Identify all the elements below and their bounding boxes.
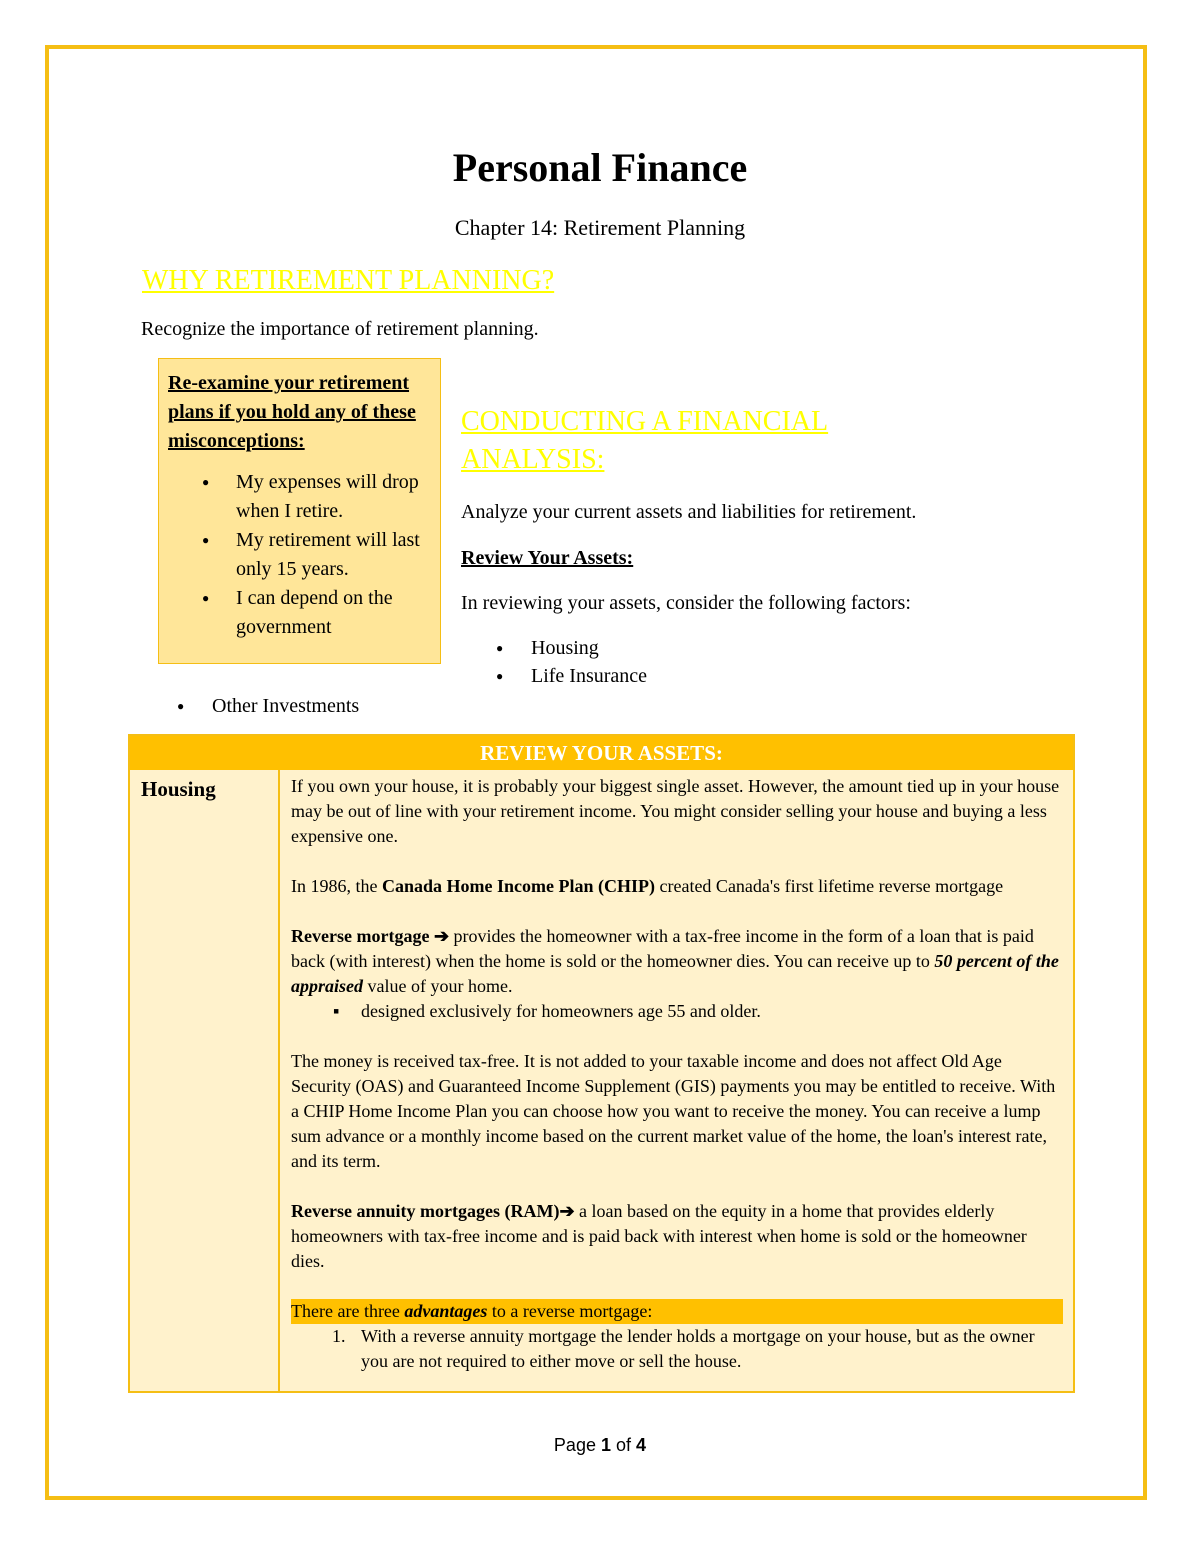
reverse-mortgage-bullets: [291, 999, 1063, 1024]
review-assets-table: [128, 734, 1075, 1393]
ram-definition: a loan based on the equity in a home that provides elderly homeowners with tax-free income and is paid back with interest when home is sold or the homeowner dies.: [291, 1201, 1027, 1271]
advantages-list: [291, 1324, 1063, 1374]
table-header: REVIEW YOUR ASSETS:: [130, 736, 1073, 770]
ram-paragraph: [291, 1199, 1063, 1274]
list-item: ● My expenses will drop when I retire.: [236, 468, 432, 526]
list-number: 1.: [332, 1326, 346, 1346]
advantages-suffix: to a reverse mortgage:: [487, 1301, 653, 1321]
ram-term: Reverse annuity mortgages (RAM): [291, 1201, 560, 1221]
analyze-intro-text: Analyze your current assets and liabilities for retirement.: [461, 501, 917, 523]
callout-title: Re-examine your retirement plans if you hold any of these misconceptions:: [168, 372, 416, 452]
list-item: [332, 1324, 1063, 1374]
list-item: ▪ designed exclusively for homeowners age 55 and older.: [361, 999, 1063, 1024]
asset-factors-list: [531, 634, 647, 690]
chip-prefix: In 1986, the: [291, 876, 382, 896]
conducting-analysis-heading: CONDUCTING A FINANCIAL ANALYSIS:: [461, 406, 829, 475]
list-item: ● My retirement will last only 15 years.: [236, 526, 432, 584]
review-assets-subheading: Review Your Assets:: [461, 547, 634, 569]
total-pages-number: 4: [636, 1435, 647, 1455]
page-word: Page: [553, 1435, 596, 1455]
misconceptions-list: [168, 468, 432, 642]
misconceptions-callout: [158, 358, 441, 664]
page-footer: [0, 1432, 1200, 1458]
chip-name: Canada Home Income Plan (CHIP): [381, 876, 655, 896]
other-factors-list: [212, 692, 359, 720]
why-intro-text: Recognize the importance of retirement planning.: [141, 318, 539, 340]
arrow-icon: ➔: [559, 1201, 575, 1221]
list-item: ● I can depend on the government: [236, 584, 432, 642]
chip-suffix: created Canada's first lifetime reverse mortgage: [654, 876, 1004, 896]
tax-free-paragraph: The money is received tax-free. It is not added to your taxable income and does not affect Old Age Security (OAS) and Guaranteed Income Supplement (GIS) payments you may be entitled to receive. With a CHIP Home Income Plan you can choose how you want to receive the money. You can receive a lump sum advance or a monthly income based on the current market value of the home, the loan's interest rate, and its term.: [291, 1051, 1056, 1171]
list-item: ● Life Insurance: [531, 662, 647, 690]
row-label-housing: Housing: [130, 770, 280, 1393]
of-word: of: [616, 1435, 632, 1455]
list-item: ● Other Investments: [212, 692, 359, 720]
document-title: Personal Finance: [452, 145, 748, 190]
reverse-mortgage-definition: provides the homeowner with a tax-free income in the form of a loan that is paid back (with interest) when the home is sold or the homeowner dies. You can receive up to: [291, 926, 1034, 971]
chapter-subtitle: Chapter 14: Retirement Planning: [454, 215, 746, 240]
appraised-emphasis: 50 percent of the appraised: [291, 951, 1059, 996]
housing-content-cell: [280, 770, 1073, 1393]
reverse-mortgage-suffix: value of your home.: [363, 976, 513, 996]
advantages-emphasis: advantages: [404, 1301, 488, 1321]
advantages-highlight: [291, 1299, 1063, 1324]
arrow-icon: ➔: [433, 926, 450, 946]
reverse-mortgage-paragraph: [291, 924, 1063, 999]
advantage-text: With a reverse annuity mortgage the lender holds a mortgage on your house, but as the owner you are not required to either move or sell the house.: [361, 1326, 1035, 1371]
chip-paragraph: [291, 874, 1063, 899]
table-row: [130, 770, 1073, 1393]
housing-paragraph: If you own your house, it is probably your biggest single asset. However, the amount tied up in your house may be out of line with your retirement income. You might consider selling your house and buying a less expensive one.: [291, 776, 1060, 846]
list-item: ● Housing: [531, 634, 647, 662]
review-intro-text: In reviewing your assets, consider the following factors:: [461, 592, 911, 614]
reverse-mortgage-term: Reverse mortgage: [291, 926, 430, 946]
why-retirement-heading: WHY RETIREMENT PLANNING?: [142, 265, 555, 296]
current-page-number: 1: [600, 1435, 611, 1455]
advantages-prefix: There are three: [291, 1301, 405, 1321]
